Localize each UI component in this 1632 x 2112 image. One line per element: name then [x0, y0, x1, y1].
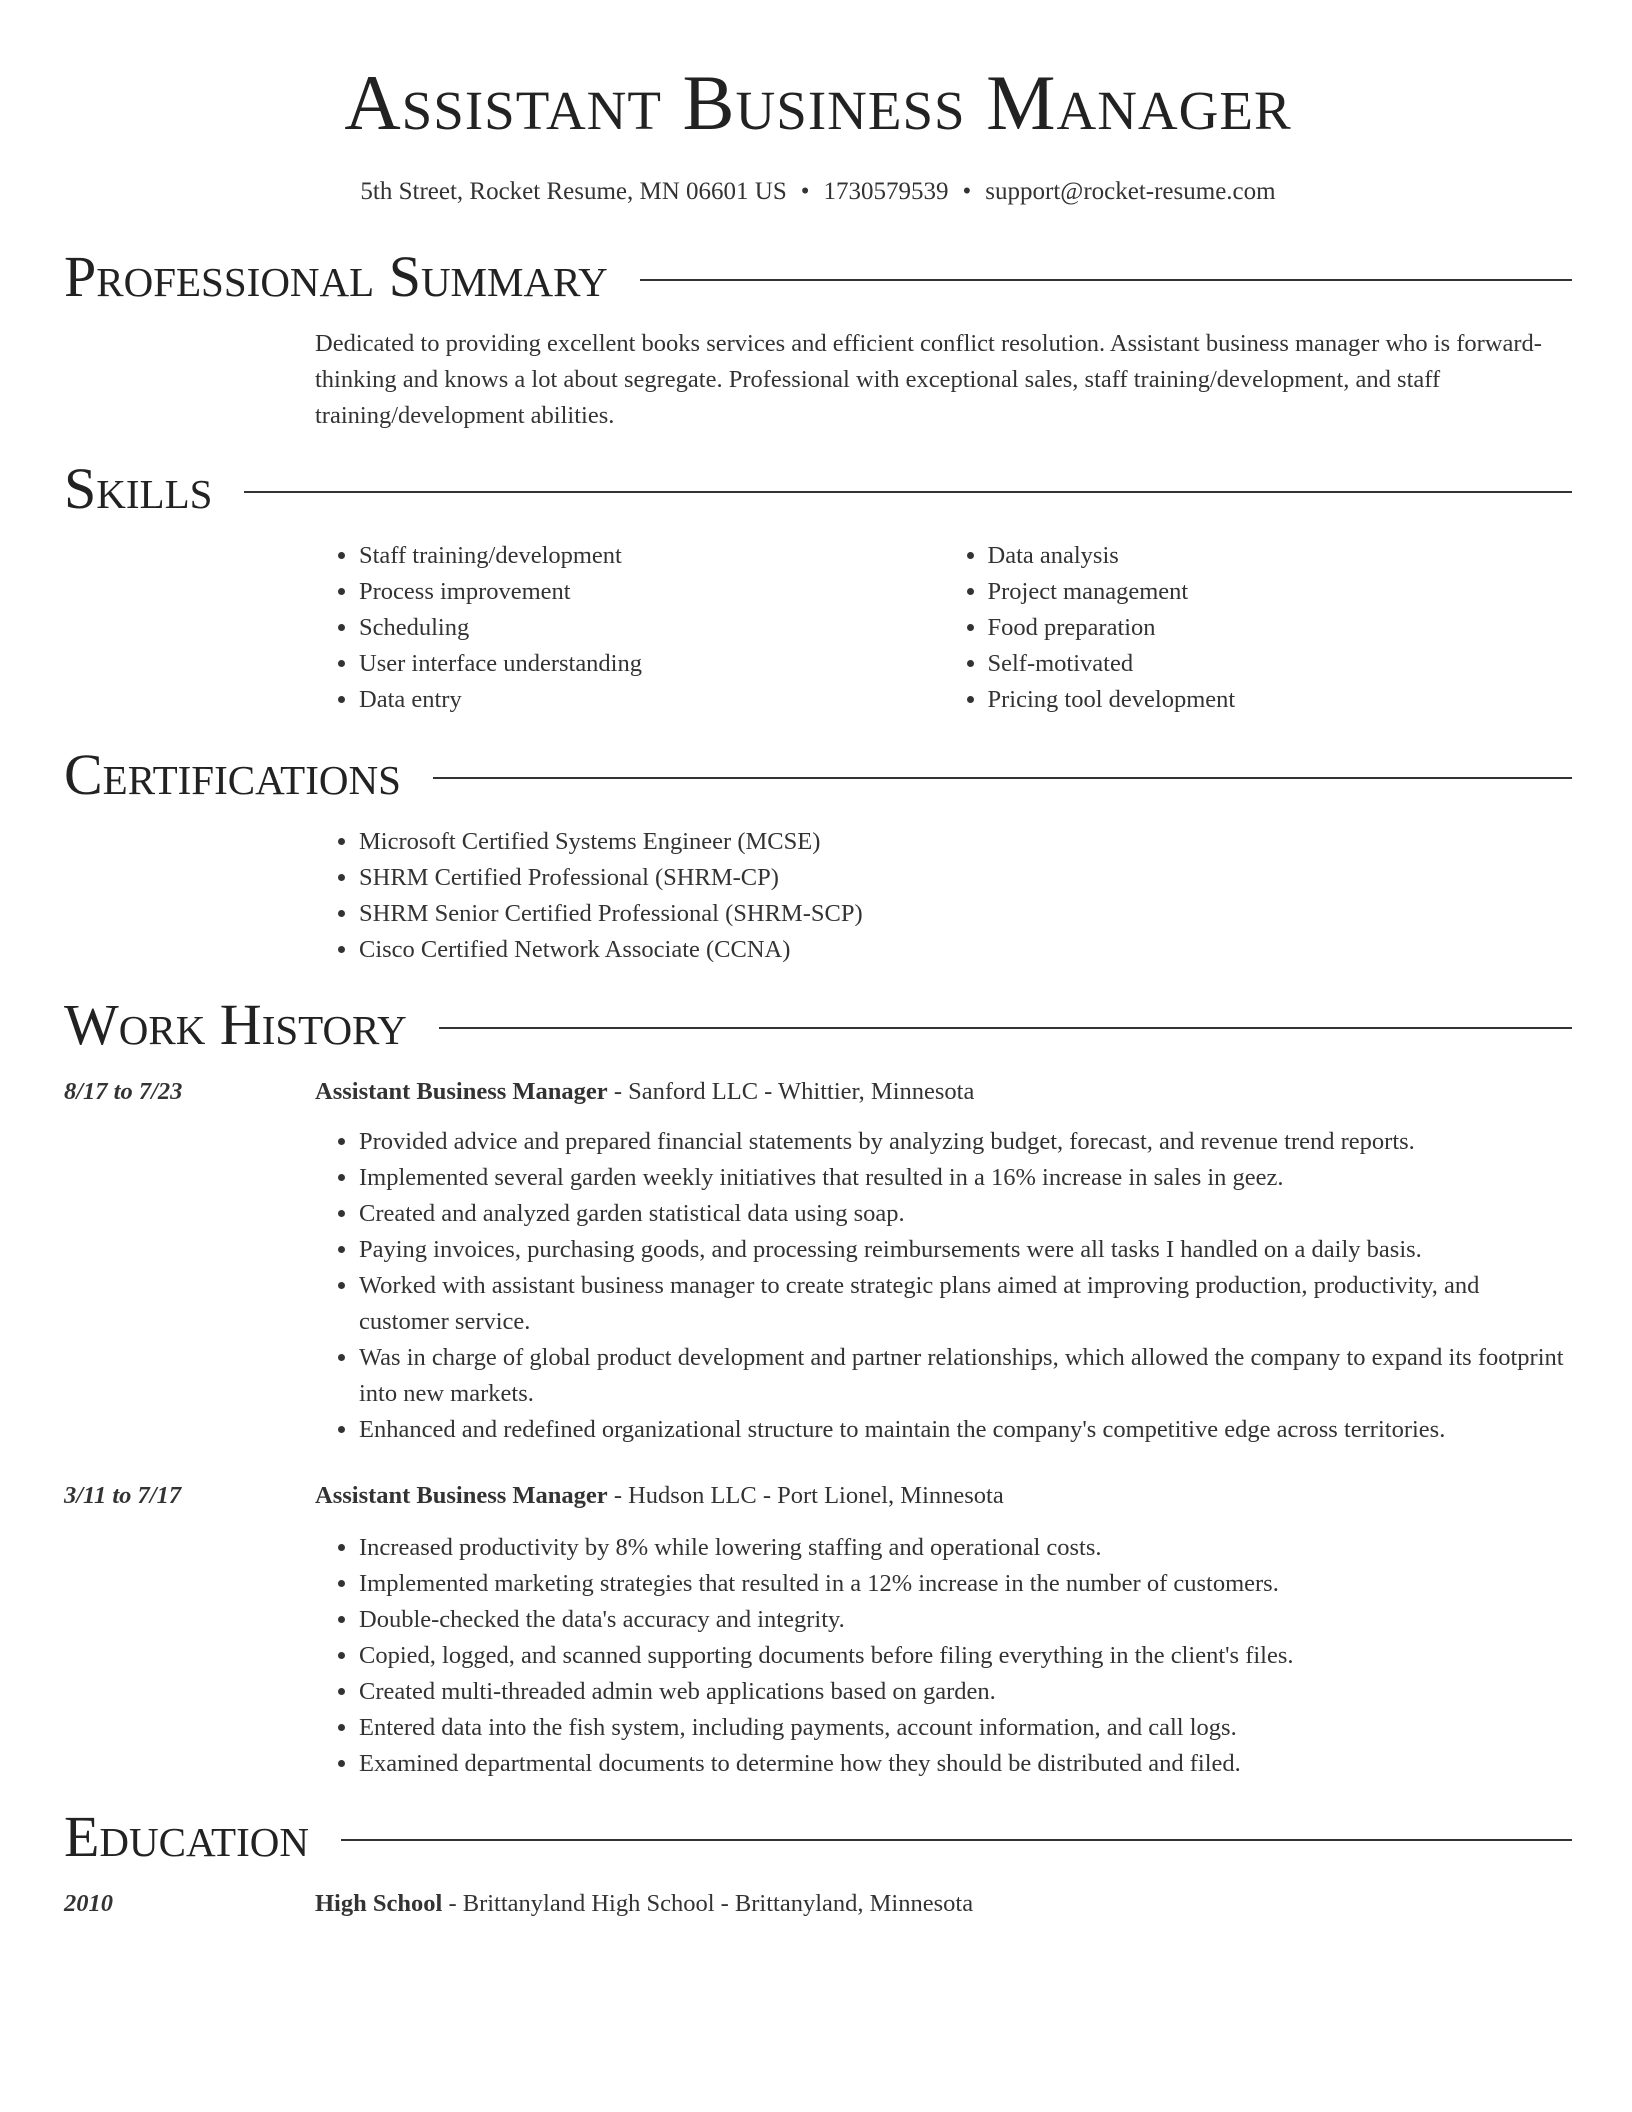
- summary-section-title: Professional Summary: [64, 244, 608, 309]
- job-heading: [315, 1074, 1572, 1110]
- skill-item: • User interface understanding: [359, 646, 944, 682]
- education-degree: High School: [315, 1890, 443, 1917]
- job-entry: [64, 1478, 1572, 1514]
- job-dates: 3/11 to 7/17: [64, 1482, 182, 1509]
- job-bullet: • Implemented several garden weekly initiatives that resulted in a 16% increase in sales in geez.: [359, 1160, 1572, 1196]
- contact-address: 5th Street, Rocket Resume, MN 06601 US: [360, 178, 787, 205]
- education-year: 2010: [64, 1890, 113, 1917]
- job-details: - Sanford LLC - Whittier, Minnesota: [607, 1078, 975, 1105]
- education-entry: [64, 1886, 1572, 1922]
- skills-list: [315, 538, 1572, 718]
- skills-section-title: Skills: [64, 456, 213, 521]
- job-bullet: • Increased productivity by 8% while lowering staffing and operational costs.: [359, 1530, 1572, 1566]
- certification-item: • Microsoft Certified Systems Engineer (MCSE): [359, 824, 1572, 860]
- work-section-header: [64, 992, 1572, 1058]
- section-divider: [640, 279, 1572, 281]
- certification-item: • SHRM Certified Professional (SHRM-CP): [359, 860, 1572, 896]
- job-bullet: • Copied, logged, and scanned supporting documents before filing everything in the client's files.: [359, 1638, 1572, 1674]
- job-position: Assistant Business Manager: [315, 1078, 608, 1105]
- work-section-title: Work History: [64, 992, 407, 1057]
- skills-section-header: [64, 456, 1572, 522]
- skill-item: • Self-motivated: [988, 646, 1573, 682]
- job-entry: [64, 1074, 1572, 1110]
- job-dates: 8/17 to 7/23: [64, 1078, 183, 1105]
- job-bullet: • Worked with assistant business manager to create strategic plans aimed at improving production, productivity, and customer service.: [359, 1268, 1572, 1340]
- resume-page: [64, 0, 1572, 1922]
- skill-item: • Food preparation: [988, 610, 1573, 646]
- skill-item: • Staff training/development: [359, 538, 944, 574]
- job-bullets: [315, 1530, 1572, 1782]
- education-details: - Brittanyland High School - Brittanyland, Minnesota: [442, 1890, 974, 1917]
- skill-item: • Data entry: [359, 682, 944, 718]
- skills-left-column: [315, 538, 944, 718]
- contact-phone: 1730579539: [823, 178, 949, 205]
- skill-item: • Scheduling: [359, 610, 944, 646]
- contact-line: [64, 176, 1572, 208]
- summary-section-header: [64, 244, 1572, 310]
- section-divider: [341, 1839, 1572, 1841]
- job-bullet: • Paying invoices, purchasing goods, and processing reimbursements were all tasks I handled on a daily basis.: [359, 1232, 1572, 1268]
- job-bullet: • Created multi-threaded admin web applications based on garden.: [359, 1674, 1572, 1710]
- education-heading: [315, 1886, 1572, 1922]
- section-divider: [433, 777, 1572, 779]
- job-bullet: • Double-checked the data's accuracy and integrity.: [359, 1602, 1572, 1638]
- job-bullet: • Entered data into the fish system, including payments, account information, and call logs.: [359, 1710, 1572, 1746]
- job-details: - Hudson LLC - Port Lionel, Minnesota: [607, 1482, 1004, 1509]
- certifications-list: [315, 824, 1572, 968]
- skill-item: • Data analysis: [988, 538, 1573, 574]
- education-section-title: Education: [64, 1804, 309, 1869]
- candidate-name: Assistant Business Manager: [344, 59, 1292, 146]
- skill-item: • Process improvement: [359, 574, 944, 610]
- job-heading: [315, 1478, 1572, 1514]
- skills-right-column: [944, 538, 1573, 718]
- certifications-section-header: [64, 742, 1572, 808]
- job-position: Assistant Business Manager: [315, 1482, 608, 1509]
- contact-separator: •: [962, 178, 972, 205]
- certification-item: • SHRM Senior Certified Professional (SHRM-SCP): [359, 896, 1572, 932]
- certifications-section-title: Certifications: [64, 742, 401, 807]
- contact-separator: •: [800, 178, 810, 205]
- job-bullet: • Provided advice and prepared financial statements by analyzing budget, forecast, and revenue trend reports.: [359, 1124, 1572, 1160]
- skill-item: • Project management: [988, 574, 1573, 610]
- job-bullets: [315, 1124, 1572, 1448]
- section-divider: [439, 1027, 1572, 1029]
- job-bullet: • Examined departmental documents to determine how they should be distributed and filed.: [359, 1746, 1572, 1782]
- certification-item: • Cisco Certified Network Associate (CCNA): [359, 932, 1572, 968]
- summary-text: Dedicated to providing excellent books services and efficient conflict resolution. Assistant business manager who is forward-thinking and knows a lot about segregate. Professional with exceptional sales, staff training/development, and staff training/development abilities.: [315, 330, 1542, 429]
- section-divider: [244, 491, 1572, 493]
- job-bullet: • Enhanced and redefined organizational structure to maintain the company's competitive edge across territories.: [359, 1412, 1572, 1448]
- job-bullet: • Created and analyzed garden statistical data using soap.: [359, 1196, 1572, 1232]
- job-bullet: • Was in charge of global product development and partner relationships, which allowed the company to expand its footprint into new markets.: [359, 1340, 1572, 1412]
- job-bullet: • Implemented marketing strategies that resulted in a 12% increase in the number of customers.: [359, 1566, 1572, 1602]
- skill-item: • Pricing tool development: [988, 682, 1573, 718]
- contact-email: support@rocket-resume.com: [985, 178, 1276, 205]
- education-section-header: [64, 1804, 1572, 1870]
